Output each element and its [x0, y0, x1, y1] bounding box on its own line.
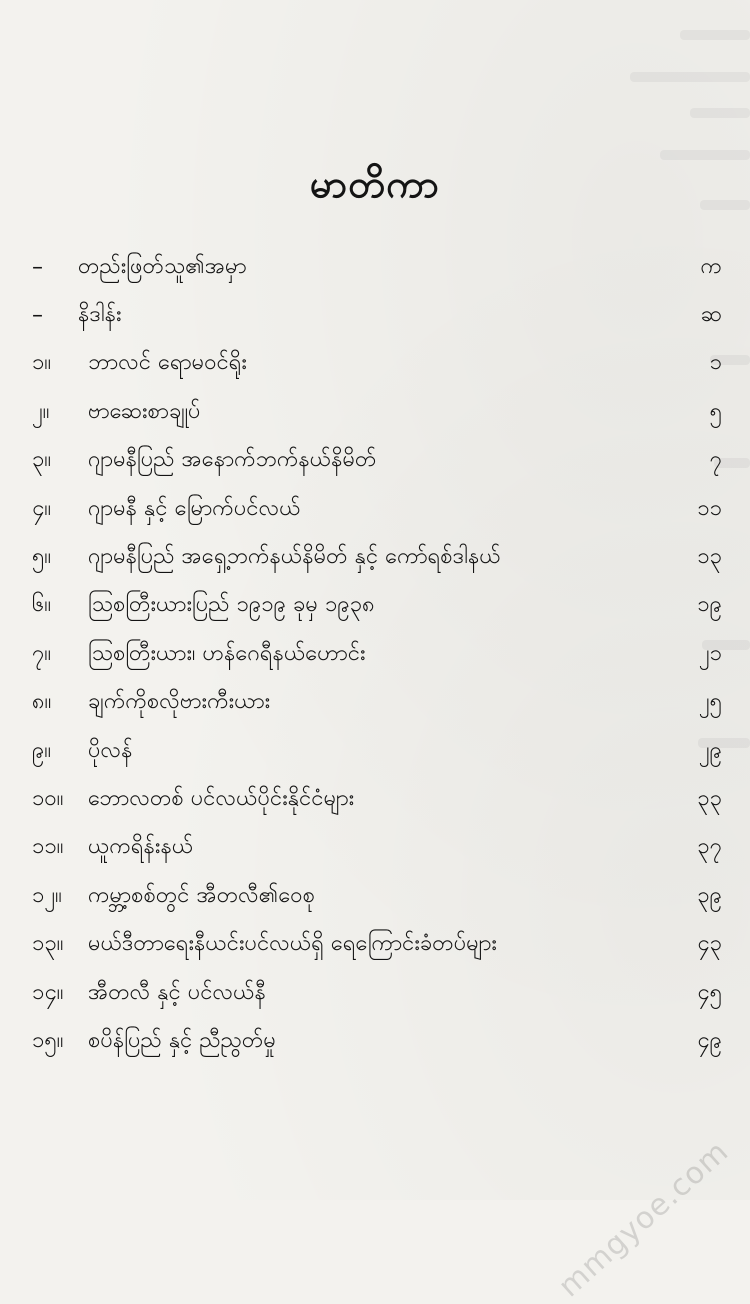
toc-entry-title: အီတလီ နှင့် ပင်လယ်နီ: [88, 979, 266, 1005]
toc-entry-title: ဂျာမနီပြည် အနောက်ဘက်နယ်နိမိတ်: [88, 447, 377, 473]
watermark: mmgyoe.com: [552, 1133, 736, 1304]
toc-entry-page: ၄၉: [697, 1027, 722, 1053]
toc-entry-page: ၂၅: [698, 689, 722, 715]
toc-entry: [32, 485, 722, 533]
toc-entry-number: ၆။: [32, 592, 52, 618]
toc-entry-title: သြစတြီးယားပြည် ၁၉၁၉ ခုမှ ၁၉၃၈: [88, 592, 375, 618]
toc-entry-number: ၄။: [32, 495, 52, 521]
toc-entry-number: –: [32, 303, 43, 329]
bleed-through-mark: [680, 30, 750, 40]
toc-entry-page: ၁၃: [697, 544, 722, 570]
toc-entry-title: မယ်ဒီတာရေးနီယင်းပင်လယ်ရှိ ရေကြောင်းခံတပ်များ: [88, 931, 497, 957]
toc-entry: [32, 340, 722, 388]
toc-entry-number: ၈။: [32, 689, 52, 715]
toc-entry: [32, 243, 722, 291]
toc-entry-page: ဆ: [700, 302, 722, 328]
toc-entry: [32, 1017, 722, 1065]
toc-entry-title: ပိုလန်: [88, 737, 133, 763]
toc-entry: [32, 727, 722, 775]
table-of-contents: [32, 243, 722, 1066]
toc-entry-page: ၅: [709, 398, 722, 424]
page-title: မာတိကာ: [309, 162, 441, 206]
toc-entry-page: ၂၉: [698, 737, 722, 763]
toc-entry-page: ၄၅: [697, 979, 722, 1005]
toc-entry-number: ၁၃။: [32, 931, 64, 957]
bleed-through-mark: [690, 108, 750, 118]
toc-entry: [32, 437, 722, 485]
toc-entry-number: ၇။: [32, 640, 52, 666]
toc-entry-number: ၁။: [32, 350, 52, 376]
toc-entry-title: ဂျာမနီ နှင့် မြောက်ပင်လယ်: [88, 495, 301, 521]
toc-entry-title: ဗာဆေးစာချုပ်: [88, 398, 201, 424]
toc-entry-page: ၇: [709, 447, 722, 473]
toc-entry-page: ၃၇: [697, 834, 722, 860]
toc-entry: [32, 388, 722, 436]
toc-entry-number: ၉။: [32, 737, 52, 763]
toc-entry-number: ၁၂။: [32, 882, 62, 908]
toc-entry-title: စပိန်ပြည် နှင့် ညီညွတ်မှု: [88, 1027, 276, 1053]
toc-entry: [32, 630, 722, 678]
toc-entry-title: ဂျာမနီပြည် အရှေ့ဘက်နယ်နိမိတ် နှင့် ကော်ရစ်ဒါနယ်: [88, 544, 501, 570]
toc-entry-title: သြစတြီးယား၊ ဟန်ဂေရီနယ်ဟောင်း: [88, 640, 366, 666]
toc-entry-title: ကမ္ဘာ့စစ်တွင် အီတလီ၏ဝေစု: [88, 882, 316, 908]
toc-entry: [32, 679, 722, 727]
toc-entry: [32, 969, 722, 1017]
toc-entry-page: ၁၁: [697, 495, 722, 521]
toc-entry-title: ယူကရိန်းနယ်: [88, 834, 194, 860]
toc-entry-number: ၁၀။: [32, 785, 64, 811]
toc-entry: [32, 582, 722, 630]
toc-entry-title: နိဒါန်း: [78, 302, 122, 328]
toc-entry-number: ၁၁။: [32, 834, 64, 860]
toc-entry-page: ၂၁: [698, 640, 722, 666]
toc-entry-title: တည်းဖြတ်သူ၏အမှာ: [78, 253, 247, 279]
toc-entry-number: ၅။: [32, 544, 52, 570]
toc-entry-page: ၃၉: [697, 882, 722, 908]
toc-entry: [32, 824, 722, 872]
toc-entry-number: ၃။: [32, 447, 52, 473]
toc-entry-page: ၄၃: [697, 931, 722, 957]
toc-entry: [32, 291, 722, 339]
toc-entry-number: ၁၅။: [32, 1027, 64, 1053]
toc-entry-title: ဘောလတစ် ပင်လယ်ပိုင်းနိုင်ငံများ: [88, 785, 355, 811]
toc-entry-number: –: [32, 254, 43, 280]
bleed-through-mark: [660, 150, 750, 160]
toc-entry-number: ၂။: [32, 398, 50, 424]
toc-entry: [32, 775, 722, 823]
toc-entry-title: ဘာလင် ရောမဝင်ရိုး: [88, 350, 248, 376]
toc-entry-page: က: [700, 253, 722, 279]
toc-entry: [32, 872, 722, 920]
bleed-through-mark: [630, 72, 750, 82]
toc-entry-page: ၃၃: [697, 785, 722, 811]
toc-entry-page: ၁၉: [697, 592, 722, 618]
toc-entry-page: ၁: [709, 350, 722, 376]
toc-entry: [32, 920, 722, 968]
toc-entry: [32, 533, 722, 581]
toc-entry-number: ၁၄။: [32, 979, 64, 1005]
toc-entry-title: ချက်ကိုစလိုဗားကီးယား: [88, 689, 271, 715]
